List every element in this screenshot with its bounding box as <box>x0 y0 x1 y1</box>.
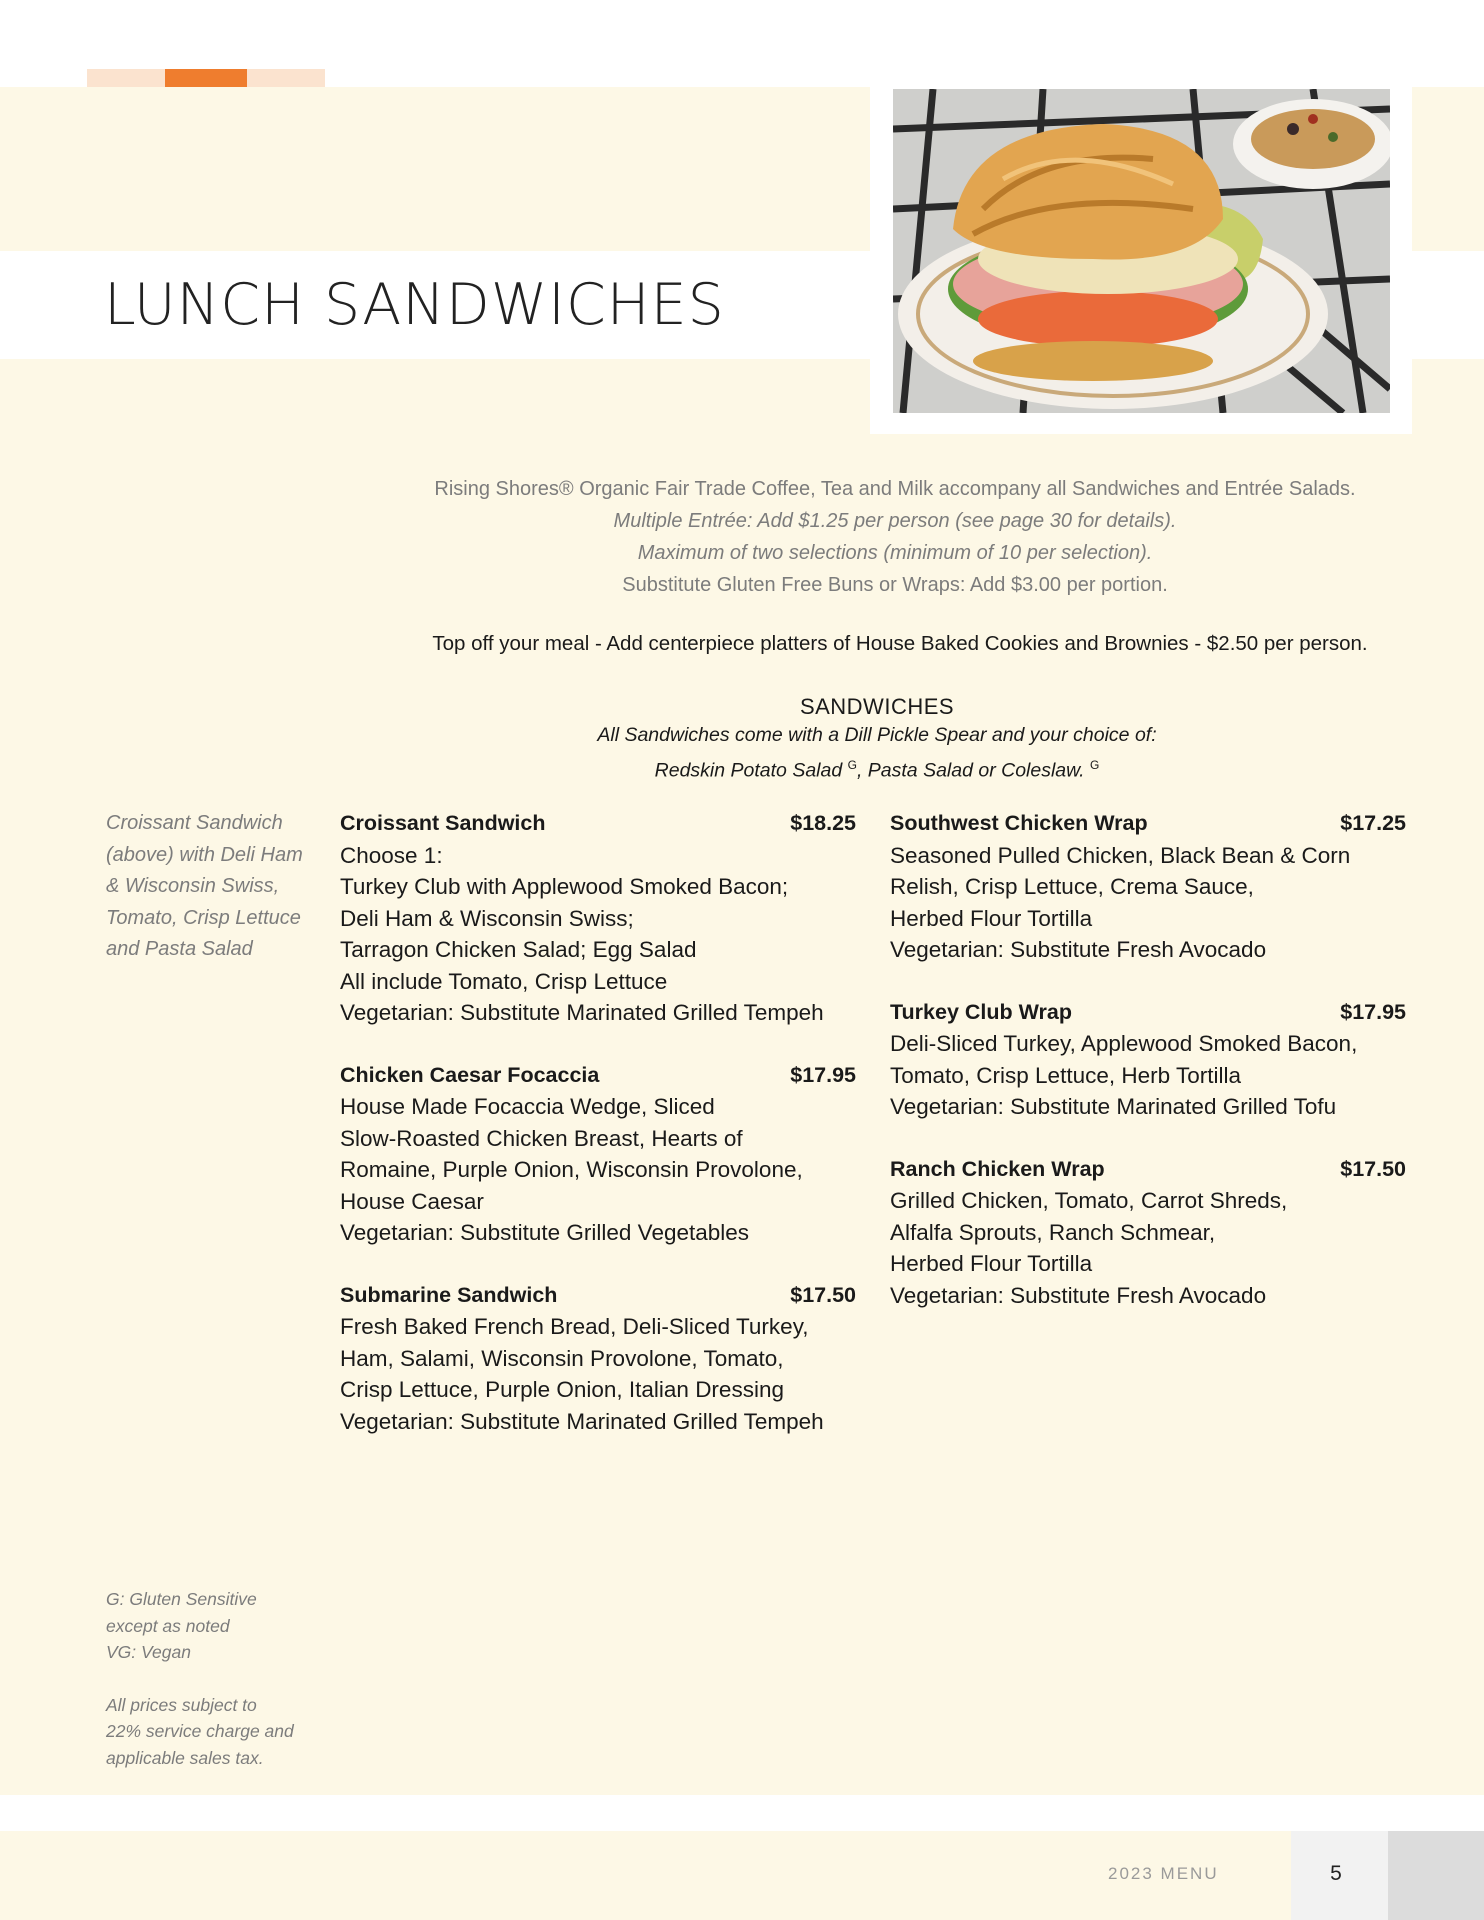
item-description: Deli Ham & Wisconsin Swiss; <box>340 905 634 931</box>
legend <box>106 1586 336 1771</box>
section-heading: SANDWICHES <box>799 694 955 719</box>
section-header <box>330 694 1424 786</box>
item-description: Tomato, Crisp Lettuce, Herb Tortilla <box>890 1062 1241 1088</box>
page-number: 5 <box>1330 1862 1342 1885</box>
item-description: All include Tomato, Crisp Lettuce <box>340 968 668 994</box>
item-description: Tarragon Chicken Salad; Egg Salad <box>340 937 697 962</box>
item-price: $17.50 <box>1340 1156 1406 1181</box>
gluten-mark: G <box>847 758 857 772</box>
item-description: Seasoned Pulled Chicken, Black Bean & Corn <box>890 842 1351 868</box>
item-name: Chicken Caesar Focaccia <box>340 1062 600 1087</box>
item-price: $17.95 <box>790 1062 856 1087</box>
item-description: Relish, Crisp Lettuce, Crema Sauce, <box>890 874 1254 899</box>
croissant-sandwich-photo <box>893 89 1390 413</box>
item-price: $17.95 <box>1340 999 1406 1024</box>
item-description: Slow-Roasted Chicken Breast, Hearts of <box>340 1125 743 1151</box>
menu-item-ranch-chicken-wrap <box>890 1154 1406 1312</box>
menu-column-right <box>890 808 1406 1342</box>
menu-item-southwest-chicken-wrap <box>890 808 1406 966</box>
item-description: Crisp Lettuce, Purple Onion, Italian Dressing <box>340 1377 784 1402</box>
item-description: Deli-Sliced Turkey, Applewood Smoked Bacon, <box>890 1031 1358 1056</box>
legend-line: 22% service charge and <box>106 1721 294 1741</box>
item-name: Turkey Club Wrap <box>890 999 1072 1024</box>
item-name: Submarine Sandwich <box>340 1282 558 1307</box>
item-name: Ranch Chicken Wrap <box>890 1156 1105 1181</box>
item-description: Vegetarian: Substitute Marinated Grilled Tempeh <box>340 1000 824 1025</box>
side-option-1: Redskin Potato Salad <box>654 759 848 782</box>
item-description: Romaine, Purple Onion, Wisconsin Provolone, <box>340 1157 803 1182</box>
section-subheading-2 <box>330 750 1424 786</box>
item-description: Vegetarian: Substitute Marinated Grilled Tofu <box>890 1094 1337 1119</box>
item-description: Ham, Salami, Wisconsin Provolone, Tomato, <box>340 1345 784 1371</box>
item-description: Vegetarian: Substitute Grilled Vegetables <box>340 1220 750 1245</box>
multiple-entree-note: Multiple Entrée: Add $1.25 per person (see page 30 for details). <box>613 510 1177 532</box>
page-title: LUNCH SANDWICHES <box>104 272 725 338</box>
item-description: Grilled Chicken, Tomato, Carrot Shreds, <box>890 1188 1288 1213</box>
item-description: House Caesar <box>340 1188 484 1214</box>
item-description: Herbed Flour Tortilla <box>890 1251 1093 1276</box>
item-price: $17.25 <box>1340 811 1406 835</box>
accent-bar-right <box>247 69 325 87</box>
item-description: Vegetarian: Substitute Fresh Avocado <box>890 937 1267 962</box>
item-price: $18.25 <box>790 811 856 835</box>
gluten-free-note: Substitute Gluten Free Buns or Wraps: Add $3.00 per portion. <box>622 574 1168 596</box>
item-description: Choose 1: <box>340 842 443 868</box>
page-corner-box <box>1388 1831 1484 1920</box>
accent-bar-orange <box>165 69 247 87</box>
dessert-upsell-note: Top off your meal - Add centerpiece platters of House Baked Cookies and Brownies - $2.50 per person. <box>432 632 1368 655</box>
item-name: Southwest Chicken Wrap <box>890 811 1148 835</box>
item-description: Fresh Baked French Bread, Deli-Sliced Turkey, <box>340 1314 809 1339</box>
footer-menu-label: 2023 MENU <box>1108 1864 1219 1883</box>
intro-block <box>330 473 1460 601</box>
item-name: Croissant Sandwich <box>340 811 546 835</box>
selection-limit-note: Maximum of two selections (minimum of 10 per selection). <box>637 542 1153 564</box>
accent-bar-left <box>87 69 165 87</box>
menu-column-left <box>340 808 856 1468</box>
footer-band <box>0 1831 1484 1920</box>
legend-line: VG: Vegan <box>106 1642 191 1662</box>
side-option-2: , Pasta Salad or Coleslaw. <box>856 759 1090 782</box>
item-description: Vegetarian: Substitute Marinated Grilled Tempeh <box>340 1408 824 1434</box>
menu-item-croissant-sandwich <box>340 808 856 1029</box>
item-description: Vegetarian: Substitute Fresh Avocado <box>890 1282 1267 1308</box>
item-price: $17.50 <box>790 1282 856 1307</box>
item-description: Turkey Club with Applewood Smoked Bacon; <box>340 874 789 899</box>
legend-line: applicable sales tax. <box>106 1747 264 1768</box>
section-subheading-1: All Sandwiches come with a Dill Pickle Spear and your choice of: <box>597 724 1157 746</box>
menu-item-submarine-sandwich <box>340 1280 856 1438</box>
beverage-note: Rising Shores® Organic Fair Trade Coffee, Tea and Milk accompany all Sandwiches and Entrée Salads. <box>434 478 1356 500</box>
item-description: Herbed Flour Tortilla <box>890 905 1093 931</box>
legend-line: G: Gluten Sensitive <box>106 1589 257 1609</box>
menu-item-chicken-caesar-focaccia <box>340 1060 856 1249</box>
item-description: Alfalfa Sprouts, Ranch Schmear, <box>890 1219 1216 1245</box>
photo-caption: Croissant Sandwich (above) with Deli Ham & Wisconsin Swiss, Tomato, Crisp Lettuce and Pasta Salad <box>106 812 303 960</box>
menu-item-turkey-club-wrap <box>890 997 1406 1123</box>
legend-line: except as noted <box>106 1615 230 1636</box>
legend-line: All prices subject to <box>106 1694 257 1715</box>
item-description: House Made Focaccia Wedge, Sliced <box>340 1094 715 1119</box>
gluten-mark: G <box>1090 758 1100 772</box>
